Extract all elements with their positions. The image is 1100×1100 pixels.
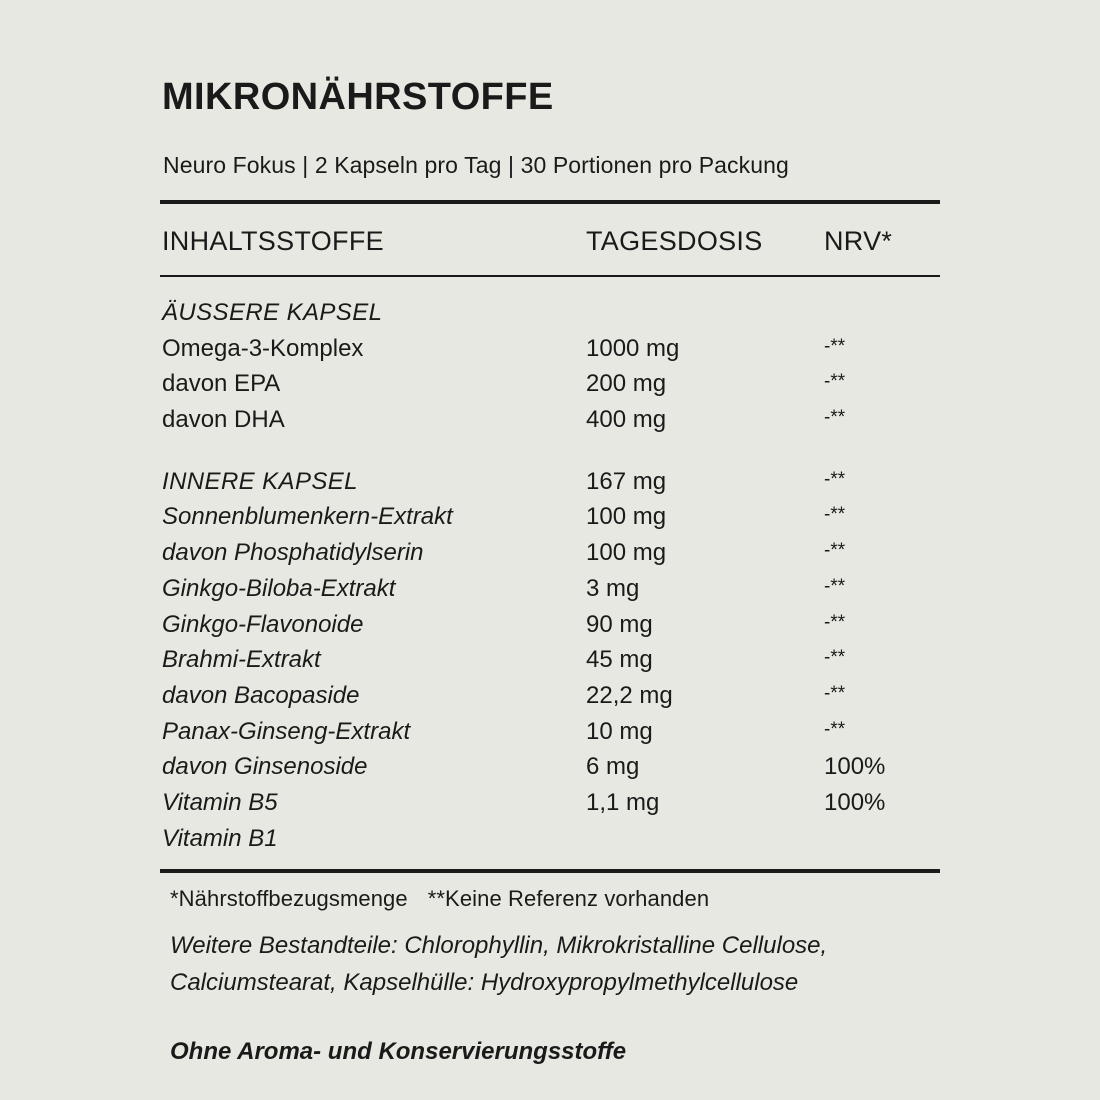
ingredient-name: Omega-3-Komplex xyxy=(162,334,364,362)
table-row xyxy=(162,538,940,574)
table-row xyxy=(162,405,940,441)
ingredient-dose: 10 mg xyxy=(586,717,653,745)
ingredient-name: ÄUSSERE KAPSEL xyxy=(162,299,383,326)
table-header xyxy=(162,228,940,264)
ingredient-name: Sonnenblumenkern-Extrakt xyxy=(162,503,453,531)
table-row xyxy=(162,610,940,646)
ingredient-name: davon Phosphatidylserin xyxy=(162,539,424,567)
column-header-dose: TAGESDOSIS xyxy=(586,226,763,256)
ingredient-nrv: -** xyxy=(824,611,846,633)
ingredient-name: INNERE KAPSEL xyxy=(162,467,358,495)
divider-bottom xyxy=(160,869,940,873)
table-row xyxy=(162,752,940,788)
ingredient-name: Ginkgo-Flavonoide xyxy=(162,610,364,638)
ingredient-nrv: -** xyxy=(824,540,846,562)
ingredient-dose: 6 mg xyxy=(586,753,640,781)
page-title: MIKRONÄHRSTOFFE xyxy=(162,76,554,118)
table-row xyxy=(162,717,940,753)
table-row xyxy=(162,824,940,860)
table-row xyxy=(162,645,940,681)
ingredient-name: Vitamin B5 xyxy=(162,788,278,816)
ingredient-dose: 167 mg xyxy=(586,467,667,495)
ingredient-name: Vitamin B1 xyxy=(162,824,278,852)
table-spacer-row xyxy=(162,441,940,467)
ingredient-name: Brahmi-Extrakt xyxy=(162,646,321,674)
column-header-ingredients: INHALTSSTOFFE xyxy=(162,226,384,256)
ingredient-nrv: -** xyxy=(824,718,846,740)
table-section-row xyxy=(162,298,940,334)
ingredient-nrv: 100% xyxy=(824,753,886,781)
ingredient-dose: 200 mg xyxy=(586,370,667,398)
table-row xyxy=(162,574,940,610)
table-section-row xyxy=(162,467,940,503)
ingredient-name: davon Bacopaside xyxy=(162,681,360,709)
footnote-reference: **Keine Referenz vorhanden xyxy=(427,886,710,911)
divider-top xyxy=(160,200,940,204)
ingredient-dose: 1,1 mg xyxy=(586,788,660,816)
ingredient-dose: 1000 mg xyxy=(586,334,680,362)
table-row xyxy=(162,788,940,824)
footnotes xyxy=(170,886,709,912)
supplement-facts-panel xyxy=(162,0,940,1100)
ingredient-name: Ginkgo-Biloba-Extrakt xyxy=(162,574,396,602)
ingredient-table-body xyxy=(162,298,940,859)
ingredient-nrv: -** xyxy=(824,682,846,704)
column-header-nrv: NRV* xyxy=(824,226,893,256)
ingredient-nrv: -** xyxy=(824,504,846,526)
ingredient-dose: 100 mg xyxy=(586,503,667,531)
ingredient-dose: 90 mg xyxy=(586,610,653,638)
table-row xyxy=(162,369,940,405)
ingredient-nrv: -** xyxy=(824,371,846,393)
divider-header xyxy=(160,275,940,277)
ingredient-name: davon EPA xyxy=(162,370,281,398)
table-row xyxy=(162,502,940,538)
no-additives-note: Ohne Aroma- und Konservierungsstoffe xyxy=(170,1038,627,1065)
ingredient-dose: 400 mg xyxy=(586,406,667,434)
ingredient-nrv: -** xyxy=(824,575,846,597)
table-row xyxy=(162,334,940,370)
ingredient-name: Panax-Ginseng-Extrakt xyxy=(162,717,411,745)
ingredient-nrv: -** xyxy=(824,407,846,429)
ingredient-nrv: -** xyxy=(824,468,846,490)
ingredient-dose: 22,2 mg xyxy=(586,681,673,709)
ingredient-dose: 3 mg xyxy=(586,574,640,602)
table-row xyxy=(162,681,940,717)
ingredient-name: davon DHA xyxy=(162,406,285,434)
ingredient-dose: 100 mg xyxy=(586,539,667,567)
ingredient-nrv: -** xyxy=(824,647,846,669)
product-subtitle: Neuro Fokus | 2 Kapseln pro Tag | 30 Portionen pro Packung xyxy=(163,152,789,178)
ingredient-nrv: 100% xyxy=(824,788,886,816)
ingredient-name: davon Ginsenoside xyxy=(162,753,368,781)
ingredient-dose: 45 mg xyxy=(586,646,653,674)
footnote-nrv: *Nährstoffbezugsmenge xyxy=(170,886,408,911)
ingredient-nrv: -** xyxy=(824,335,846,357)
other-ingredients: Weitere Bestandteile: Chlorophyllin, Mikrokristalline Cellulose, Calciumstearat, Kapselhülle: Hydroxypropylmethylcellulose xyxy=(170,932,828,996)
